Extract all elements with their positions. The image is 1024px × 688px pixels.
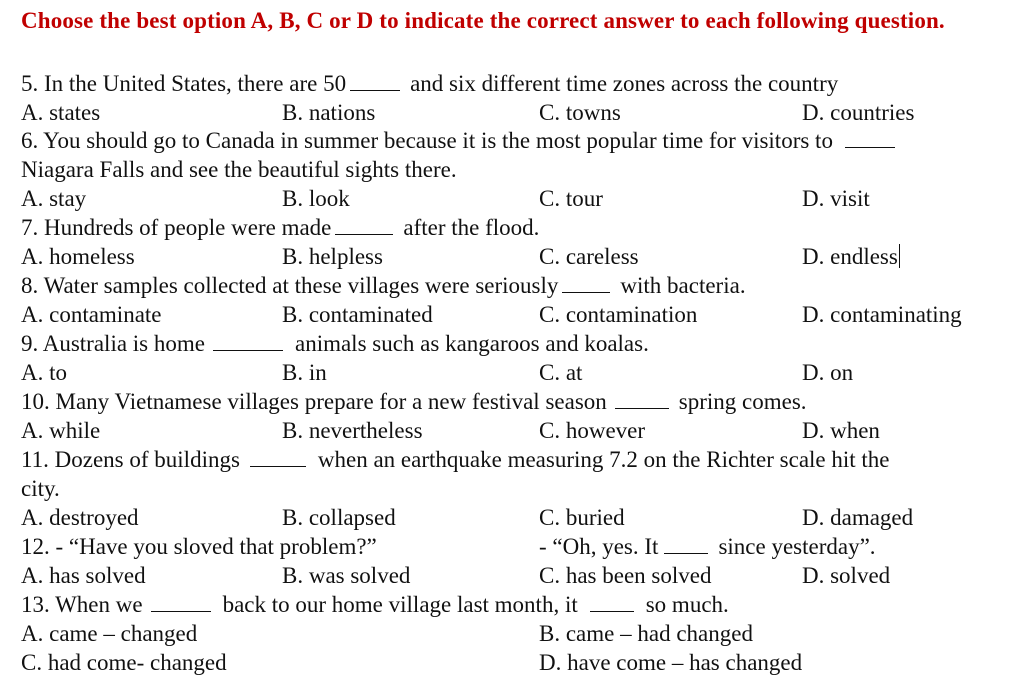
question-10-option-d[interactable]: D. when [802,418,880,443]
question-13-text-middle: back to our home village last month, it [222,592,578,617]
question-7-blank [335,215,393,235]
question-12-speaker-2 [539,532,876,561]
question-10-option-b[interactable]: B. nevertheless [282,418,423,443]
question-9-stem [21,329,1001,358]
question-8-option-a[interactable]: A. contaminate [21,302,162,327]
question-10-blank [615,389,669,409]
question-13-blank-2 [590,592,634,612]
question-11-blank [250,447,306,467]
question-9-options [21,358,1001,387]
question-10-option-a[interactable]: A. while [21,418,101,443]
question-5-stem [21,69,1001,98]
question-13-stem [21,590,1001,619]
question-5-option-a[interactable]: A. states [21,100,101,125]
question-11-option-b[interactable]: B. collapsed [282,505,396,530]
question-13-blank-1 [151,592,211,612]
question-7-stem [21,213,1001,242]
question-8-stem [21,271,1001,300]
question-8-option-b[interactable]: B. contaminated [282,302,433,327]
question-7-option-a[interactable]: A. homeless [21,244,135,269]
question-11-option-d[interactable]: D. damaged [802,505,914,530]
question-9-option-d[interactable]: D. on [802,360,854,385]
question-8-text-before: 8. Water samples collected at these villages were seriously [21,273,559,298]
question-10-option-c[interactable]: C. however [539,418,646,443]
question-6-options [21,184,1001,213]
question-12-options [21,561,1001,590]
question-5-option-d[interactable]: D. countries [802,100,915,125]
question-13-option-a[interactable]: A. came – changed [21,621,198,646]
question-10-text-before: 10. Many Vietnamese villages prepare for a new festival season [21,389,607,414]
question-10-options [21,416,1001,445]
question-10-text-after: spring comes. [678,389,807,414]
question-11-text-after: when an earthquake measuring 7.2 on the Richter scale hit the [317,447,890,472]
question-9-option-a[interactable]: A. to [21,360,67,385]
question-9-option-b[interactable]: B. in [282,360,327,385]
question-11-stem-line-1 [21,445,1001,474]
question-13-options-row-2 [21,648,1001,677]
instruction-heading: Choose the best option A, B, C or D to indicate the correct answer to each following question. [21,8,945,33]
question-6-option-c[interactable]: C. tour [539,186,603,211]
question-12-speaker-2-after: since yesterday”. [718,534,876,559]
question-7-option-d[interactable] [802,242,900,271]
question-7-option-d-label: D. endless [802,244,898,269]
question-5-options [21,98,1001,127]
question-9-option-c[interactable]: C. at [539,360,583,385]
question-7-option-c[interactable]: C. careless [539,244,639,269]
question-5-option-b[interactable]: B. nations [282,100,376,125]
question-13-text-before: 13. When we [21,592,143,617]
question-5-option-c[interactable]: C. towns [539,100,621,125]
question-5-text-after: and six different time zones across the country [410,71,839,96]
question-7-option-b[interactable]: B. helpless [282,244,383,269]
question-9-blank [213,331,283,351]
question-5-blank [350,71,400,91]
question-6-stem-line-2 [21,155,1001,184]
question-13-option-d[interactable]: D. have come – has changed [539,650,803,675]
question-6-option-d[interactable]: D. visit [802,186,870,211]
question-11-option-a[interactable]: A. destroyed [21,505,139,530]
question-6-text-line-1: 6. You should go to Canada in summer because it is the most popular time for visitors to [21,128,833,153]
question-13-option-c[interactable]: C. had come- changed [21,650,227,675]
question-13-options-row-1 [21,619,1001,648]
question-7-text-before: 7. Hundreds of people were made [21,215,332,240]
question-11-text-before: 11. Dozens of buildings [21,447,240,472]
question-8-option-c[interactable]: C. contamination [539,302,698,327]
question-11-options [21,503,1001,532]
question-7-options [21,242,1001,271]
question-6-blank [845,128,895,148]
question-12-option-d[interactable]: D. solved [802,563,891,588]
question-12-blank [664,534,708,554]
question-6-option-b[interactable]: B. look [282,186,350,211]
question-6-option-a[interactable]: A. stay [21,186,87,211]
question-9-text-after: animals such as kangaroos and koalas. [294,331,649,356]
question-6-stem-line-1 [21,126,1001,155]
question-12-stem [21,532,1001,561]
question-8-option-d[interactable]: D. contaminating [802,302,962,327]
question-13-text-after: so much. [645,592,729,617]
text-cursor [899,244,900,268]
question-8-blank [562,273,610,293]
question-12-speaker-2-before: - “Oh, yes. It [539,534,659,559]
question-8-options [21,300,1001,329]
question-9-text-before: 9. Australia is home [21,331,205,356]
question-7-text-after: after the flood. [403,215,540,240]
question-10-stem [21,387,1001,416]
question-11-stem-line-2 [21,474,1001,503]
question-12-option-c[interactable]: C. has been solved [539,563,712,588]
question-5-text-before: 5. In the United States, there are 50 [21,71,347,96]
question-6-text-line-2: Niagara Falls and see the beautiful sights there. [21,157,457,182]
question-11-text-line-2: city. [21,476,60,501]
question-12-speaker-1: 12. - “Have you sloved that problem?” [21,534,377,559]
question-8-text-after: with bacteria. [620,273,746,298]
question-13-option-b[interactable]: B. came – had changed [539,621,753,646]
question-12-option-a[interactable]: A. has solved [21,563,146,588]
question-12-option-b[interactable]: B. was solved [282,563,411,588]
question-11-option-c[interactable]: C. buried [539,505,625,530]
